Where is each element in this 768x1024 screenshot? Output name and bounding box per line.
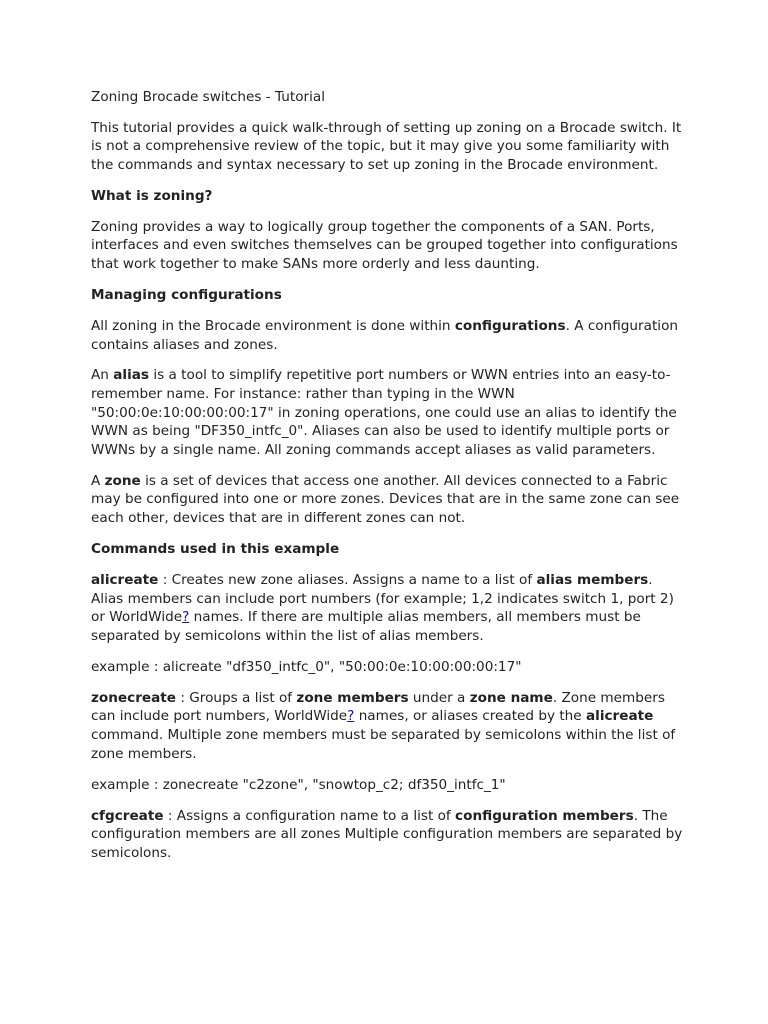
text-run: . A configuration contains aliases and zones. [91, 317, 678, 353]
command-name-alicreate: alicreate [91, 572, 159, 588]
text-run: is a tool to simplify repetitive port numbers or WWN entries into an easy-to-remember name. For instance: rather than typing in the WWN "50:00:0e:10:00:00:00:17" in zoning operations, one could use an alias to identify the WWN as being "DF350_intfc_0". Aliases can also be used to identify multiple ports or WWNs by a single name. All zoning commands accept aliases as valid parameters. [91, 367, 677, 458]
text-run: names, or aliases created by the [354, 708, 586, 725]
text-run: names. If there are multiple alias members, all members must be separated by semicolons within the list of alias members. [91, 609, 641, 644]
text-run: under a [408, 689, 470, 706]
bold-term-alias: alias [113, 367, 150, 384]
text-run: : Creates new zone aliases. Assigns a name to a list of [158, 572, 537, 588]
document-title: Zoning Brocade switches - Tutorial [91, 89, 325, 105]
zone-paragraph [91, 472, 688, 528]
command-name-zonecreate: zonecreate [91, 689, 177, 706]
worldwide-link[interactable]: ? [347, 708, 355, 725]
bold-term-zone-members: zone members [296, 689, 409, 706]
text-run: . Zone members can include port numbers, WorldWide [91, 689, 665, 725]
bold-term-alias-members: alias members [536, 572, 649, 588]
text-run: A [91, 472, 105, 489]
alicreate-paragraph [91, 571, 688, 645]
alias-paragraph [91, 366, 688, 459]
cfgcreate-paragraph [91, 807, 688, 863]
bold-term-zone-name: zone name [469, 689, 553, 706]
text-run: command. Multiple zone members must be separated by semicolons within the list of zone members. [91, 726, 676, 762]
text-run: : Assigns a configuration name to a list of [163, 807, 456, 824]
text-run: : Groups a list of [176, 689, 297, 706]
text-run: is a set of devices that access one another. All devices connected to a Fabric may be configured into one or more zones. Devices that are in the same zone can see each other, devices that are in different zones can not. [91, 472, 680, 527]
section-heading-what-is-zoning: What is zoning? [91, 187, 213, 204]
command-name-cfgcreate: cfgcreate [91, 807, 164, 824]
text-run: An [91, 367, 114, 384]
bold-term-alicreate: alicreate [586, 708, 654, 725]
alicreate-example: example : alicreate "df350_intfc_0", "50:00:0e:10:00:00:00:17" [91, 658, 522, 675]
worldwide-link[interactable]: ? [182, 609, 190, 626]
configurations-paragraph [91, 317, 688, 354]
bold-term-configuration-members: configuration members [455, 807, 634, 824]
section-heading-commands: Commands used in this example [91, 541, 340, 558]
text-run: All zoning in the Brocade environment is done within [91, 317, 455, 334]
text-run: . Alias members can include port numbers (for example; 1,2 indicates switch 1, port 2) or WorldWide [91, 572, 674, 626]
section-heading-managing-configurations: Managing configurations [91, 286, 282, 303]
bold-term-zone: zone [104, 472, 141, 489]
bold-term-configurations: configurations [454, 317, 566, 334]
intro-paragraph: This tutorial provides a quick walk-through of setting up zoning on a Brocade switch. It is not a comprehensive review of the topic, but it may give you some familiarity with the commands and syntax necessary to set up zoning in the Brocade environment. [91, 119, 682, 173]
what-is-zoning-paragraph: Zoning provides a way to logically group together the components of a SAN. Ports, interfaces and even switches themselves can be grouped together into configurations that work together to make SANs more orderly and less daunting. [91, 218, 678, 272]
zonecreate-paragraph [91, 689, 688, 763]
zonecreate-example: example : zonecreate "c2zone", "snowtop_c2; df350_intfc_1" [91, 776, 506, 793]
text-run: . The configuration members are all zones Multiple configuration members are separated by semicolons. [91, 807, 683, 861]
